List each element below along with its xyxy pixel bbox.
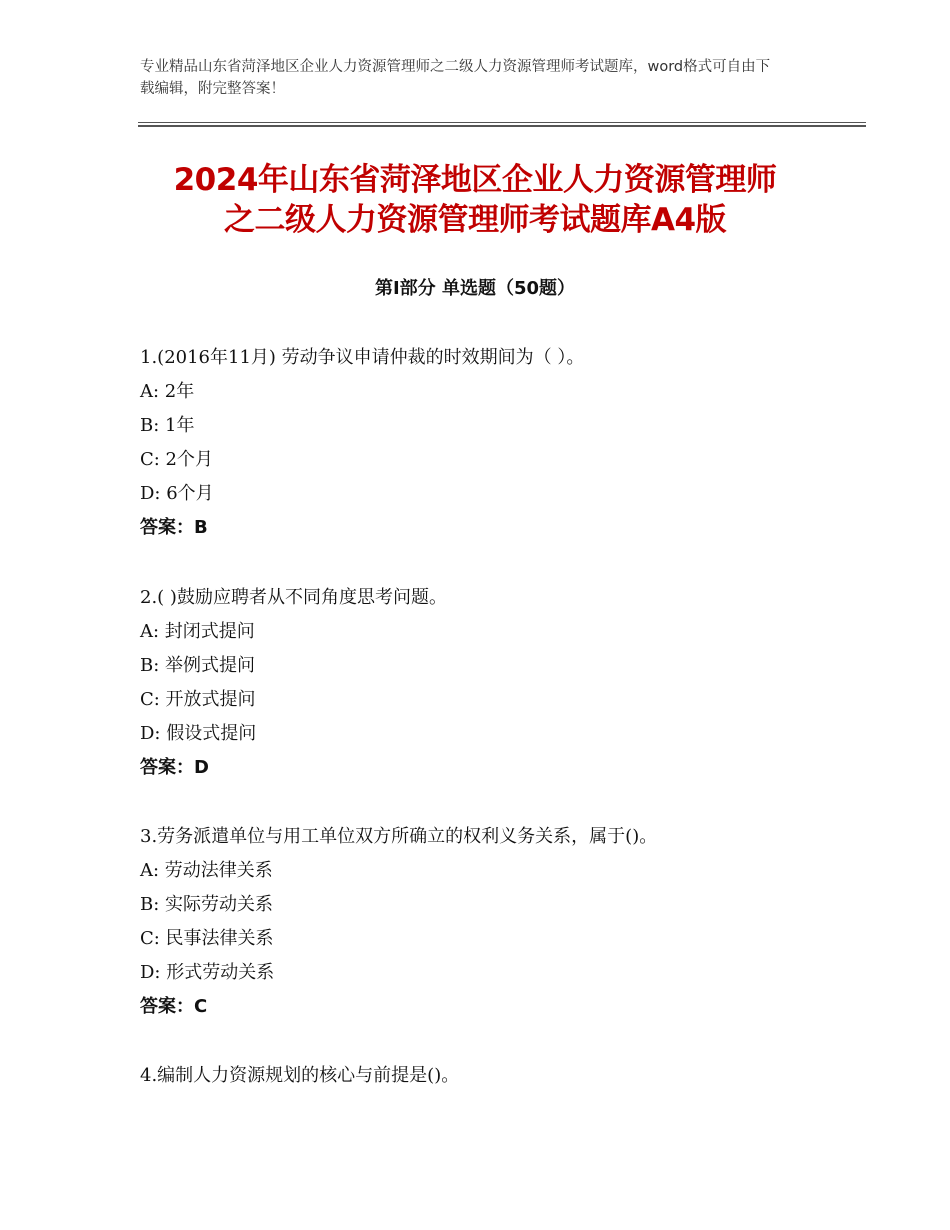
question-text: 1.(2016年11月) 劳动争议申请仲裁的时效期间为（ ）。 bbox=[140, 347, 585, 368]
answer-label: 答案：C bbox=[140, 996, 208, 1017]
option-a: A: 封闭式提问 bbox=[140, 621, 255, 642]
question-text: 4.编制人力资源规划的核心与前提是()。 bbox=[140, 1065, 460, 1086]
option-b: B: 举例式提问 bbox=[140, 655, 256, 676]
header-note: 专业精品山东省菏泽地区企业人力资源管理师之二级人力资源管理师考试题库，word格式可自由下载编辑，附完整答案！ bbox=[140, 59, 771, 97]
option-b: B: 实际劳动关系 bbox=[140, 894, 274, 915]
header-divider-thin bbox=[138, 122, 866, 123]
option-a: A: 2年 bbox=[140, 381, 195, 402]
option-d: D: 形式劳动关系 bbox=[140, 962, 275, 983]
option-c: C: 2个月 bbox=[140, 449, 214, 470]
question-4 bbox=[140, 1059, 860, 1093]
section-heading: 第I部分 单选题（50题） bbox=[374, 278, 575, 299]
header-divider-thick bbox=[138, 125, 866, 127]
answer-label: 答案：D bbox=[140, 757, 209, 778]
question-text: 3.劳务派遣单位与用工单位双方所确立的权利义务关系，属于()。 bbox=[140, 826, 658, 847]
document-title bbox=[95, 160, 855, 240]
title-line-2: 之二级人力资源管理师考试题库A4版 bbox=[223, 202, 727, 238]
answer-label: 答案：B bbox=[140, 517, 208, 538]
question-1 bbox=[140, 341, 860, 545]
title-line-1: 2024年山东省菏泽地区企业人力资源管理师 bbox=[173, 162, 777, 198]
question-2 bbox=[140, 581, 860, 785]
question-text: 2.( )鼓励应聘者从不同角度思考问题。 bbox=[140, 587, 447, 608]
option-d: D: 假设式提问 bbox=[140, 723, 257, 744]
question-3 bbox=[140, 820, 860, 1024]
option-a: A: 劳动法律关系 bbox=[140, 860, 273, 881]
option-d: D: 6个月 bbox=[140, 483, 214, 504]
option-b: B: 1年 bbox=[140, 415, 195, 436]
option-c: C: 民事法律关系 bbox=[140, 928, 274, 949]
option-c: C: 开放式提问 bbox=[140, 689, 256, 710]
